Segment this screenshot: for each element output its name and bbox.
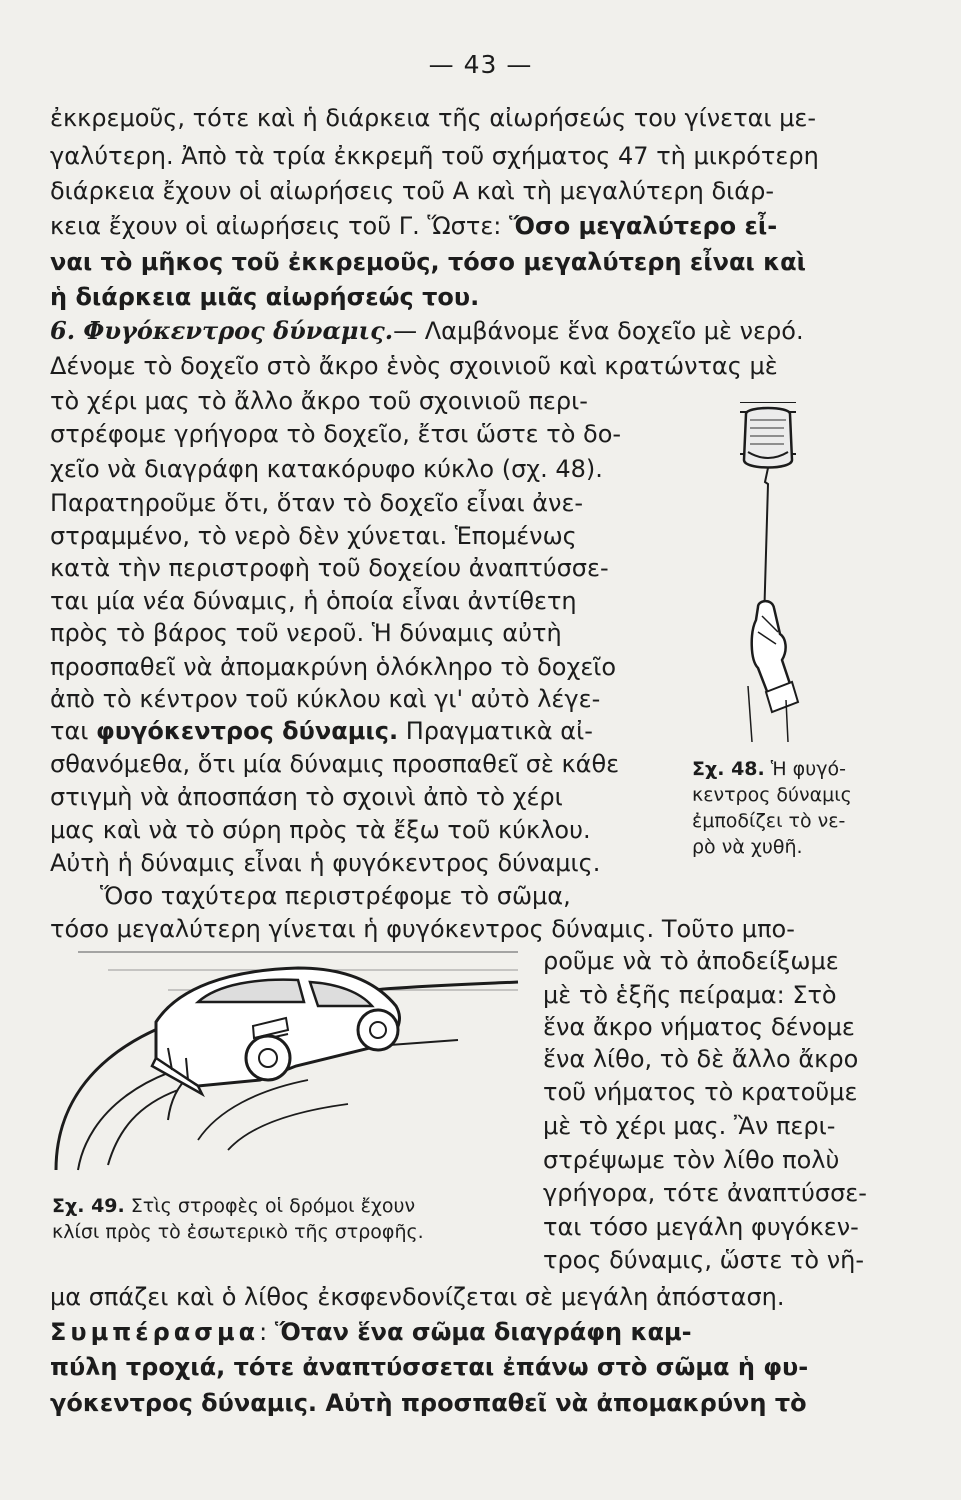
caption-line [692, 756, 852, 782]
caption-line-segment: ρὸ νὰ χυθῆ. [692, 836, 803, 858]
text-line-content: τὸ χέρι μας τὸ ἄλλο ἄκρο τοῦ σχοινιοῦ περι- [50, 387, 588, 415]
caption-line-segment: κεντρος δύναμις [692, 784, 852, 806]
text-line-content: γρήγορα, τότε ἀναπτύσσε- [543, 1179, 867, 1207]
caption-line [52, 1193, 424, 1219]
text-line-content: μὲ τὸ ἑξῆς πείραμα: Στὸ [543, 981, 837, 1009]
text-line-content: στρέψωμε τὸν λίθο πολὺ [543, 1146, 840, 1174]
text-line [543, 980, 867, 1010]
text-line [50, 553, 690, 583]
text-line [50, 419, 690, 449]
text-line-content: πύλη τροχιά, τότε ἀναπτύσσεται ἐπάνω στὸ σῶμα ἡ φυ- [50, 1353, 809, 1381]
text-line [50, 488, 690, 518]
text-line-segment: ται [50, 717, 97, 745]
figure-48-bucket-illustration [728, 402, 808, 744]
text-line-segment: 6. Φυγόκεντρος δύναμις. [50, 316, 394, 345]
figure-49-car-on-banked-road-illustration [48, 940, 528, 1175]
text-line-content: μα σπάζει καὶ ὁ λίθος ἐκσφενδονίζεται σὲ μεγάλη ἀπόσταση. [50, 1283, 785, 1311]
text-line-content: πρὸς τὸ βάρος τοῦ νεροῦ. Ἡ δύναμις αὐτὴ [50, 619, 562, 647]
text-line [50, 1282, 862, 1312]
text-line [50, 521, 690, 551]
text-line [50, 684, 690, 714]
text-line [543, 1178, 867, 1208]
text-line-content: κατὰ τὴν περιστροφὴ τοῦ δοχείου ἀναπτύσσε- [50, 554, 609, 582]
text-line [50, 1388, 862, 1418]
text-line-content: στιγμὴ νὰ ἀποσπάση τὸ σχοινὶ ἀπὸ τὸ χέρι [50, 783, 563, 811]
text-line [543, 1077, 867, 1107]
text-line [543, 1111, 867, 1141]
text-line-content: ται τόσο μεγάλη φυγόκεν- [543, 1213, 859, 1241]
text-line-content: προσπαθεῖ νὰ ἀπομακρύνη ὁλόκληρο τὸ δοχεῖο [50, 653, 617, 681]
text-line-segment: Ὅσο ταχύτερα περιστρέφομε τὸ σῶμα, [100, 882, 571, 910]
text-line-content: ναι τὸ μῆκος τοῦ ἐκκρεμοῦς, τόσο μεγαλύτερη εἶναι καὶ [50, 248, 807, 276]
text-line-content: γαλύτερη. Ἀπὸ τὰ τρία ἐκκρεμῆ τοῦ σχήματος 47 τὴ μικρότερη [50, 142, 819, 170]
text-line [50, 316, 884, 346]
text-line-segment: — Λαμβάνομε ἕνα δοχεῖο μὲ νερό. [393, 317, 804, 345]
page-number: — 43 — [428, 50, 533, 79]
text-line-segment: Συμπέρασμα [50, 1318, 260, 1346]
text-line-segment: φυγόκεντρος δύναμις. [96, 717, 399, 745]
text-line [50, 652, 690, 682]
caption-line-segment: Ἡ φυγό- [764, 758, 846, 780]
text-line-content: ἕνα ἄκρο νήματος δένομε [543, 1013, 855, 1041]
text-line [543, 1212, 867, 1242]
caption-line-segment: Στὶς στροφὲς οἱ δρόμοι ἔχουν [124, 1195, 416, 1217]
text-line-content: ἕνα λίθο, τὸ δὲ ἄλλο ἄκρο [543, 1045, 859, 1073]
text-line [50, 211, 884, 241]
text-line-content: μὲ τὸ χέρι μας. Ἂν περι- [543, 1112, 836, 1140]
text-line-content: στρέφομε γρήγορα τὸ δοχεῖο, ἔτσι ὥστε τὸ δο- [50, 420, 622, 448]
text-line-segment: Αὐτὴ ἡ δύναμις εἶναι ἡ φυγόκεντρος δύναμις. [50, 849, 601, 877]
caption-line-segment: Σχ. 48. [692, 758, 765, 780]
text-line-content: ται μία νέα δύναμις, ἡ ὁποία εἶναι ἀντίθετη [50, 587, 577, 615]
text-line [543, 1145, 867, 1175]
text-line [50, 586, 690, 616]
text-line-segment: Ὅταν ἕνα σῶμα διαγράφη καμ- [274, 1318, 692, 1346]
text-line-content: σθανόμεθα, ὅτι μία δύναμις προσπαθεῖ σὲ κάθε [50, 750, 620, 778]
text-line [50, 141, 884, 171]
text-line [50, 618, 690, 648]
text-line-content: μας καὶ νὰ τὸ σύρη πρὸς τὰ ἔξω τοῦ κύκλου. [50, 816, 591, 844]
text-line [50, 351, 884, 381]
text-line-content: Δένομε τὸ δοχεῖο στὸ ἄκρο ἑνὸς σχοινιοῦ καὶ κρατώντας μὲ [50, 352, 778, 380]
text-line [50, 247, 884, 277]
text-line-content: τοῦ νήματος τὸ κρατοῦμε [543, 1078, 858, 1106]
text-line [543, 1044, 867, 1074]
text-line [543, 946, 867, 976]
text-line [50, 1352, 862, 1382]
text-line-content: διάρκεια ἔχουν οἱ αἰωρήσεις τοῦ Α καὶ τὴ μεγαλύτερη διάρ- [50, 177, 774, 205]
caption-line [692, 834, 852, 860]
text-line-segment: Πραγματικὰ αἰ- [398, 717, 593, 745]
text-line [50, 176, 884, 206]
text-line-content: χεῖο νὰ διαγράφη κατακόρυφο κύκλο (σχ. 48). [50, 455, 603, 483]
caption-line-segment: Σχ. 49. [52, 1195, 125, 1217]
text-line-content: στραμμένο, τὸ νερὸ δὲν χύνεται. Ἑπομένως [50, 522, 577, 550]
text-line [50, 1317, 860, 1347]
text-line [50, 848, 690, 878]
caption-line [692, 808, 852, 834]
text-line-content: ἀπὸ τὸ κέντρον τοῦ κύκλου καὶ γι' αὐτὸ λέγε- [50, 685, 601, 713]
caption-line [52, 1219, 424, 1245]
text-line [100, 881, 730, 911]
caption-line-segment: ἐμποδίζει τὸ νε- [692, 810, 846, 832]
text-line-content: ἐκκρεμοῦς, τότε καὶ ἡ διάρκεια τῆς αἰωρήσεώς του γίνεται με- [50, 104, 817, 132]
text-line [50, 386, 690, 416]
caption-line [692, 782, 852, 808]
text-line-segment: ἡ διάρκεια μιᾶς αἰωρήσεώς του. [50, 283, 480, 311]
text-line-segment: κεια ἔχουν οἱ αἰωρήσεις τοῦ Γ. Ὥστε: [50, 212, 510, 240]
text-line [50, 103, 884, 133]
text-line [50, 815, 690, 845]
text-line [50, 282, 550, 312]
text-line [543, 1245, 867, 1275]
text-line [50, 749, 690, 779]
text-line-content: Παρατηροῦμε ὅτι, ὅταν τὸ δοχεῖο εἶναι ἀνε- [50, 489, 584, 517]
figure-49-caption [52, 1193, 424, 1245]
text-line-content: τρος δύναμις, ὥστε τὸ νῆ- [543, 1246, 865, 1274]
text-line [543, 1012, 867, 1042]
text-line-content: ροῦμε νὰ τὸ ἀποδείξωμε [543, 947, 839, 975]
text-line [50, 716, 690, 746]
caption-line-segment: κλίσι πρὸς τὸ ἐσωτερικὸ τῆς στροφῆς. [52, 1221, 424, 1243]
text-line-segment: : [259, 1318, 275, 1346]
text-line [50, 454, 690, 484]
text-line-content: τόσο μεγαλύτερη γίνεται ἡ φυγόκεντρος δύναμις. Τοῦτο μπο- [50, 915, 795, 943]
figure-48-caption [692, 756, 852, 860]
text-line-content: γόκεντρος δύναμις. Αὐτὴ προσπαθεῖ νὰ ἀπομακρύνη τὸ [50, 1389, 807, 1417]
text-line [50, 782, 690, 812]
text-line-segment: Ὅσο μεγαλύτερο εἶ- [509, 212, 778, 240]
